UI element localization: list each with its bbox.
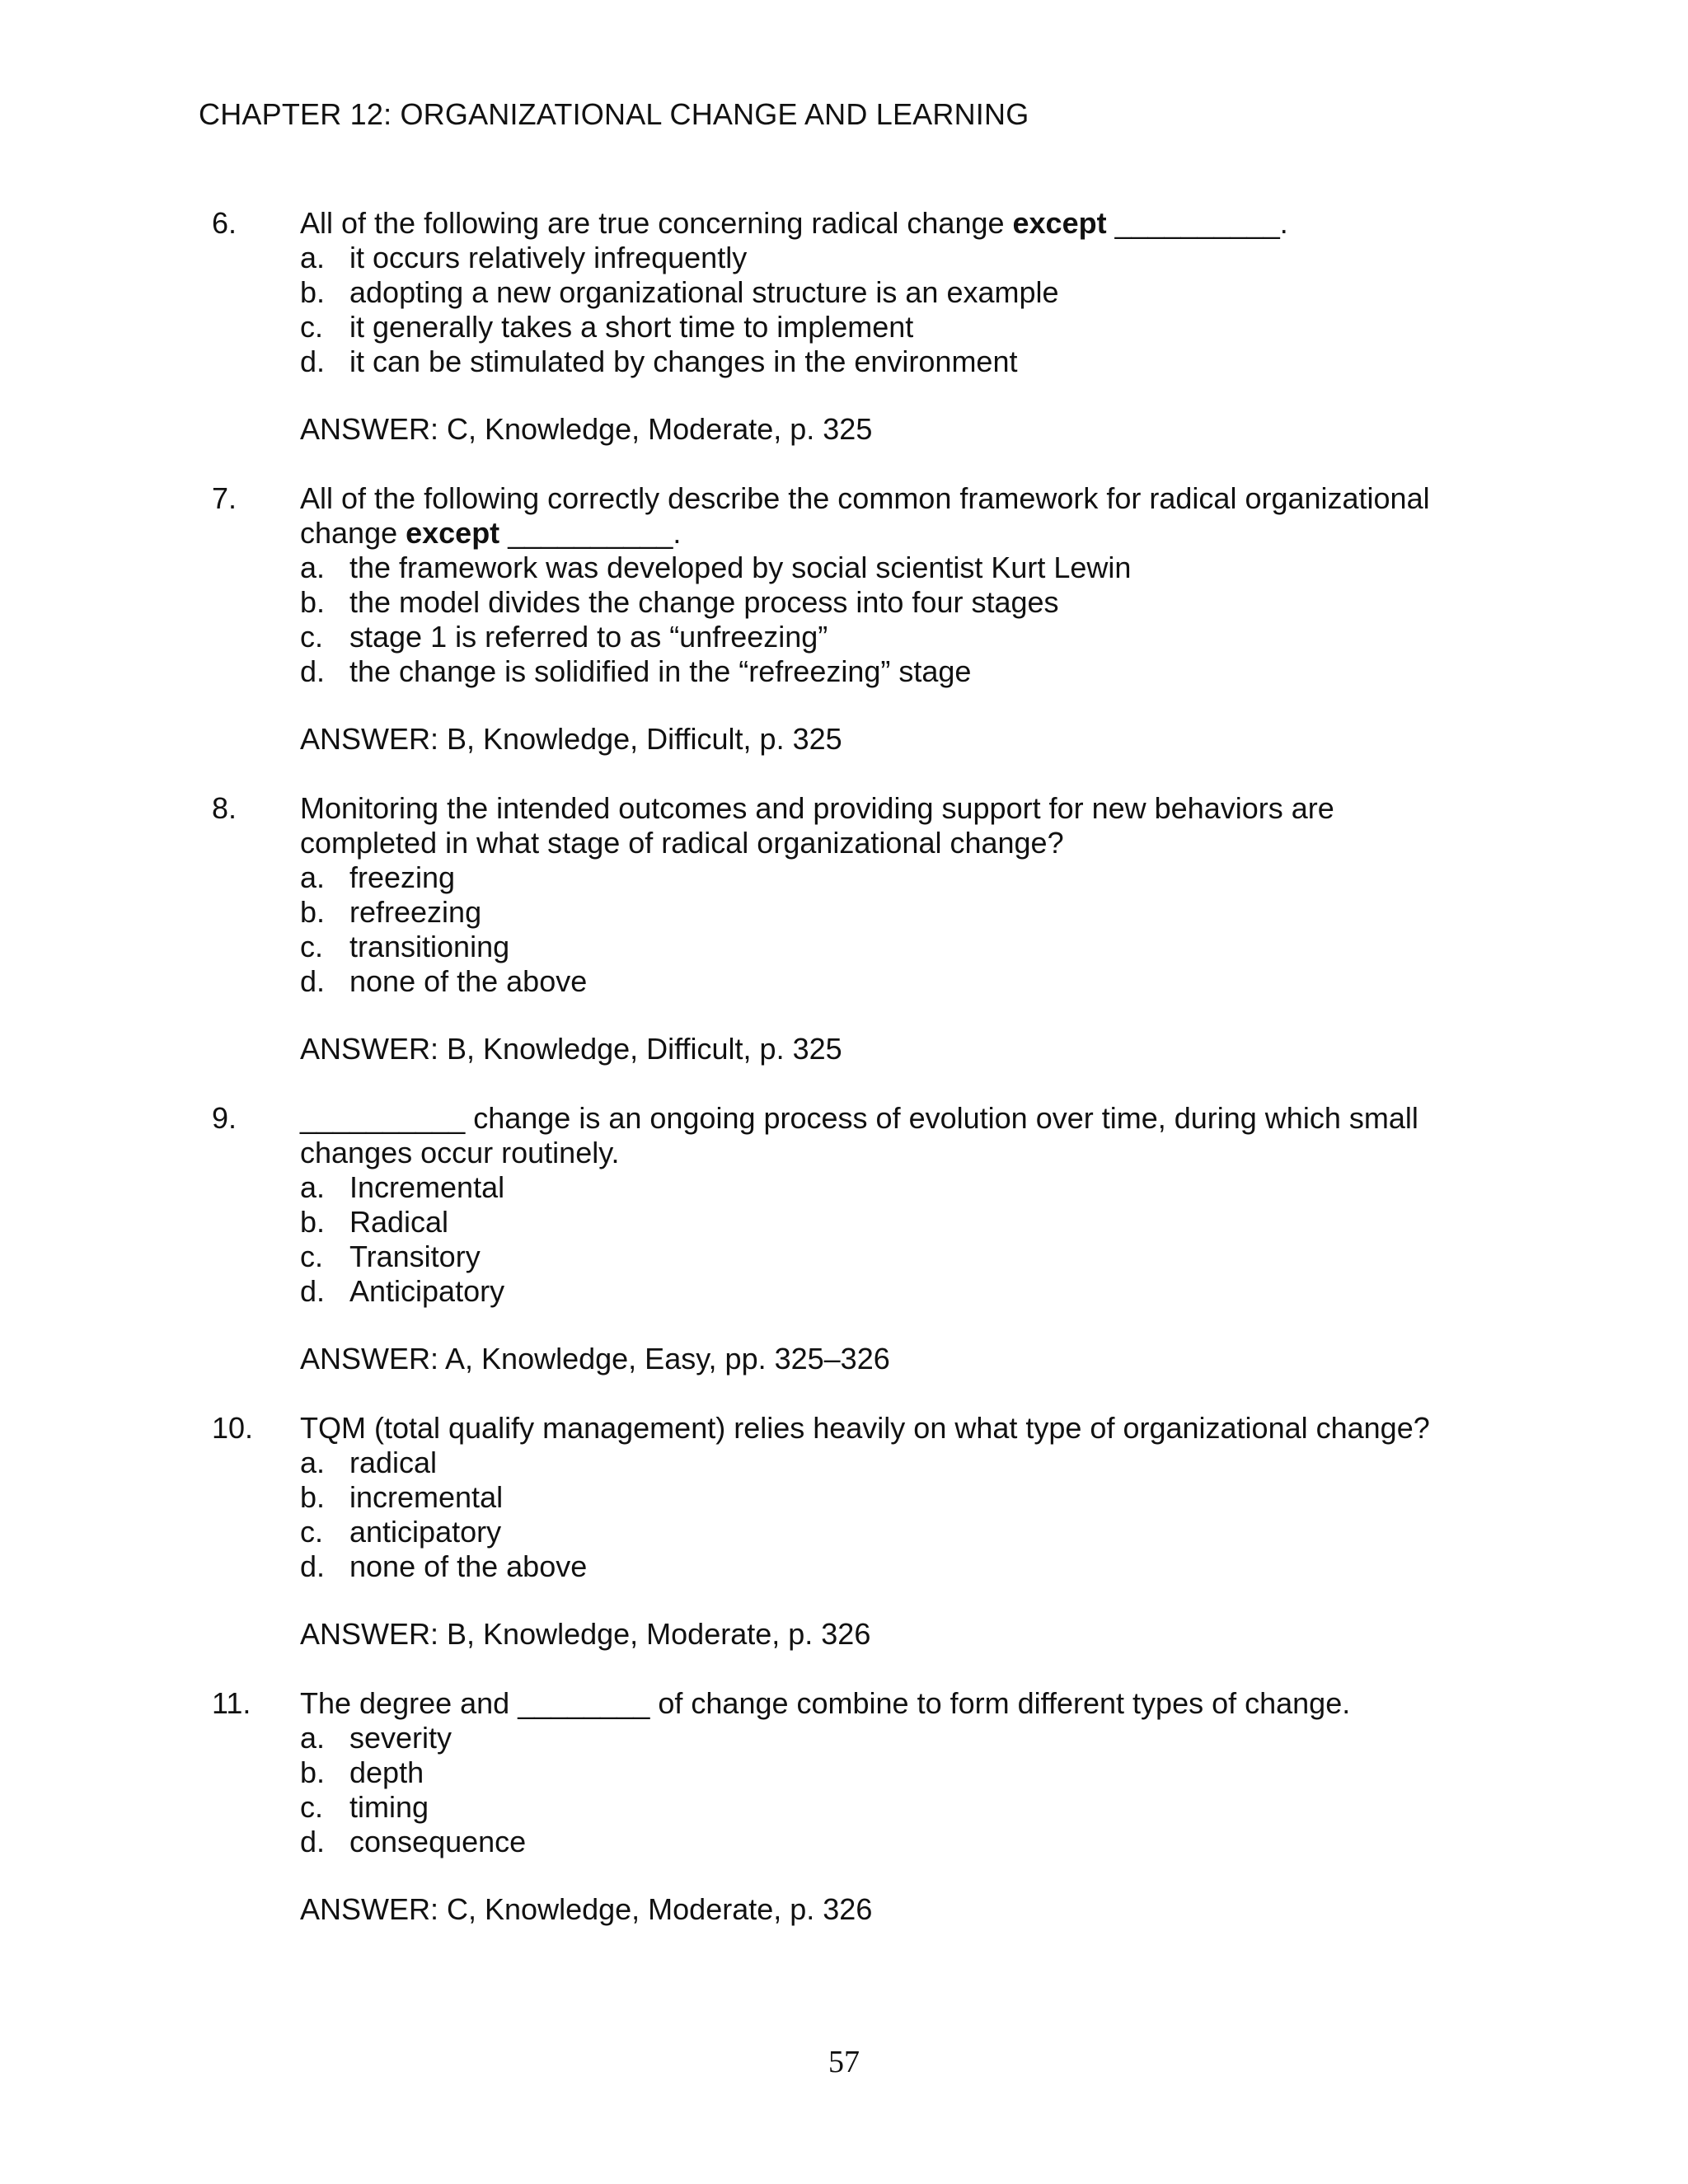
option-text: the framework was developed by social scientist Kurt Lewin [349, 551, 1132, 584]
answer-options [300, 1170, 1487, 1309]
answer-option [300, 1515, 1487, 1549]
stem-text-after: __________. [1106, 206, 1288, 240]
option-text: none of the above [349, 1549, 588, 1583]
answer-option [300, 930, 1487, 964]
question-number: 11. [212, 1686, 251, 1720]
option-text: it generally takes a short time to implement [349, 310, 914, 344]
option-letter: d. [300, 964, 326, 998]
option-text: Anticipatory [349, 1274, 505, 1308]
question-stem-line [300, 1136, 1487, 1170]
question-item [0, 206, 1688, 447]
chapter-title: CHAPTER 12: ORGANIZATIONAL CHANGE AND LEARNING [199, 97, 1029, 131]
answer-option [300, 1755, 1487, 1790]
option-letter: c. [300, 1515, 324, 1549]
option-letter: d. [300, 1274, 326, 1308]
option-letter: c. [300, 1240, 324, 1273]
option-text: depth [349, 1755, 424, 1789]
stem-text: All of the following correctly describe the common framework for radical organizational [300, 481, 1430, 515]
question-stem-line [300, 1411, 1487, 1446]
answer-option [300, 1790, 1487, 1825]
answer-option [300, 275, 1487, 310]
answer-options [300, 551, 1487, 689]
option-text: anticipatory [349, 1515, 502, 1549]
option-letter: b. [300, 1480, 326, 1514]
stem-emphasis: except [1012, 206, 1107, 240]
option-letter: a. [300, 860, 326, 894]
question-number: 9. [212, 1101, 237, 1135]
option-letter: c. [300, 930, 324, 963]
question-body [300, 791, 1487, 1066]
option-text: incremental [349, 1480, 504, 1514]
answer-key: ANSWER: B, Knowledge, Difficult, p. 325 [300, 722, 842, 756]
option-text: transitioning [349, 930, 510, 963]
answer-option [300, 1549, 1487, 1584]
option-text: severity [349, 1721, 452, 1755]
question-item [0, 791, 1688, 1066]
question-body [300, 1411, 1487, 1652]
stem-text: completed in what stage of radical organizational change? [300, 826, 1064, 860]
option-text: timing [349, 1790, 429, 1824]
stem-text: The degree and ________ of change combine to form different types of change. [300, 1686, 1351, 1720]
answer-key: ANSWER: A, Knowledge, Easy, pp. 325–326 [300, 1342, 890, 1376]
answer-option [300, 241, 1487, 275]
option-text: consequence [349, 1825, 527, 1858]
answer-option [300, 620, 1487, 654]
page-number: 57 [828, 2045, 860, 2079]
option-letter: b. [300, 895, 326, 929]
answer-option [300, 1480, 1487, 1515]
question-stem-line [300, 206, 1487, 241]
answer-options [300, 860, 1487, 999]
option-letter: a. [300, 1721, 326, 1755]
question-body [300, 481, 1487, 757]
option-letter: a. [300, 1170, 326, 1204]
option-text: the change is solidified in the “refreezing” stage [349, 654, 972, 688]
answer-options [300, 1446, 1487, 1584]
option-letter: b. [300, 1755, 326, 1789]
option-letter: b. [300, 585, 326, 619]
answer-option [300, 654, 1487, 689]
stem-text: Monitoring the intended outcomes and providing support for new behaviors are [300, 791, 1334, 825]
stem-text: All of the following are true concerning radical change [300, 206, 1013, 240]
answer-option [300, 1721, 1487, 1755]
question-stem-line [300, 826, 1487, 860]
option-letter: b. [300, 275, 326, 309]
answer-option [300, 344, 1487, 379]
question-body [300, 1101, 1487, 1376]
question-number: 7. [212, 481, 237, 515]
answer-option [300, 1446, 1487, 1480]
answer-option [300, 1825, 1487, 1859]
answer-option [300, 1240, 1487, 1274]
option-letter: a. [300, 1446, 326, 1479]
question-stem-line [300, 791, 1487, 826]
question-stem-line [300, 516, 1487, 551]
option-letter: b. [300, 1205, 326, 1239]
option-text: it can be stimulated by changes in the environment [349, 344, 1018, 378]
stem-text: TQM (total qualify management) relies heavily on what type of organizational change? [300, 1411, 1430, 1445]
option-letter: a. [300, 551, 326, 584]
option-text: refreezing [349, 895, 482, 929]
question-item [0, 1686, 1688, 1927]
option-letter: d. [300, 344, 326, 378]
option-text: Radical [349, 1205, 449, 1239]
option-text: stage 1 is referred to as “unfreezing” [349, 620, 828, 654]
stem-text-after: __________. [499, 516, 682, 550]
question-stem-line [300, 481, 1487, 516]
answer-options [300, 241, 1487, 379]
stem-text: changes occur routinely. [300, 1136, 620, 1169]
answer-option [300, 964, 1487, 999]
question-list [0, 206, 1688, 1961]
stem-text: change [300, 516, 406, 550]
stem-text: __________ change is an ongoing process of evolution over time, during which small [300, 1101, 1418, 1135]
answer-key: ANSWER: B, Knowledge, Moderate, p. 326 [300, 1617, 871, 1651]
answer-option [300, 585, 1487, 620]
option-text: radical [349, 1446, 438, 1479]
answer-option [300, 1205, 1487, 1240]
question-number: 10. [212, 1411, 254, 1445]
question-number: 6. [212, 206, 237, 240]
question-number: 8. [212, 791, 237, 825]
answer-option [300, 1170, 1487, 1205]
answer-option [300, 551, 1487, 585]
answer-key: ANSWER: C, Knowledge, Moderate, p. 326 [300, 1892, 873, 1926]
answer-key: ANSWER: B, Knowledge, Difficult, p. 325 [300, 1032, 842, 1066]
option-letter: a. [300, 241, 326, 274]
option-text: it occurs relatively infrequently [349, 241, 748, 274]
answer-option [300, 860, 1487, 895]
question-body [300, 1686, 1487, 1927]
option-text: Incremental [349, 1170, 505, 1204]
option-letter: c. [300, 1790, 324, 1824]
question-item [0, 1101, 1688, 1376]
question-item [0, 481, 1688, 757]
answer-option [300, 1274, 1487, 1309]
option-text: none of the above [349, 964, 588, 998]
option-letter: d. [300, 1825, 326, 1858]
answer-option [300, 895, 1487, 930]
answer-option [300, 310, 1487, 344]
option-letter: c. [300, 310, 324, 344]
option-text: adopting a new organizational structure is an example [349, 275, 1059, 309]
question-stem-line [300, 1686, 1487, 1721]
option-text: Transitory [349, 1240, 481, 1273]
option-text: the model divides the change process into four stages [349, 585, 1059, 619]
stem-emphasis: except [406, 516, 500, 550]
option-text: freezing [349, 860, 456, 894]
question-body [300, 206, 1487, 447]
answer-key: ANSWER: C, Knowledge, Moderate, p. 325 [300, 412, 873, 446]
option-letter: d. [300, 654, 326, 688]
question-item [0, 1411, 1688, 1652]
option-letter: d. [300, 1549, 326, 1583]
option-letter: c. [300, 620, 324, 654]
answer-options [300, 1721, 1487, 1859]
question-stem-line [300, 1101, 1487, 1136]
